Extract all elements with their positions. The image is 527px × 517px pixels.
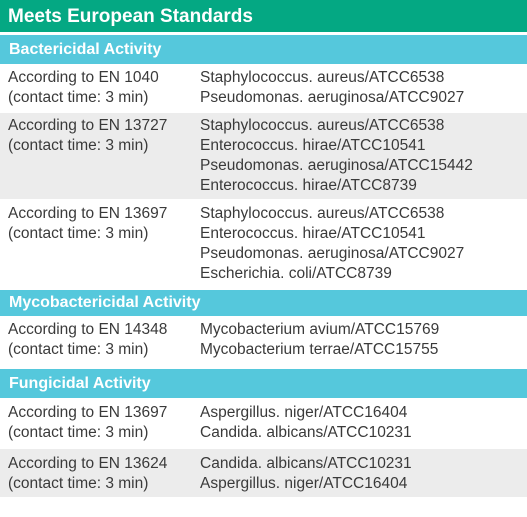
organism-item: Pseudomonas. aeruginosa/ATCC15442 (200, 157, 473, 174)
organism-item: Enterococcus. hirae/ATCC10541 (200, 137, 426, 154)
organism-item: Staphylococcus. aureus/ATCC6538 (200, 205, 445, 222)
organism-item: Staphylococcus. aureus/ATCC6538 (200, 117, 445, 134)
method-cell (0, 116, 200, 199)
table-row (0, 113, 527, 201)
method-cell (0, 403, 200, 447)
method-standard: According to EN 13697 (8, 404, 168, 421)
method-cell (0, 454, 200, 497)
method-standard: According to EN 1040 (8, 69, 159, 86)
method-standard: According to EN 13624 (8, 455, 168, 472)
method-cell (0, 204, 200, 287)
method-standard: According to EN 14348 (8, 321, 168, 338)
method-cell (0, 68, 200, 111)
organism-item: Escherichia. coli/ATCC8739 (200, 265, 392, 282)
organism-item: Aspergillus. niger/ATCC16404 (200, 404, 408, 421)
method-contact-time: (contact time: 3 min) (8, 137, 149, 154)
organism-item: Candida. albicans/ATCC10231 (200, 424, 412, 441)
organism-item: Enterococcus. hirae/ATCC8739 (200, 177, 417, 194)
organism-cell (200, 204, 527, 287)
method-contact-time: (contact time: 3 min) (8, 89, 149, 106)
section-header-mycobactericidal: Mycobactericidal Activity (0, 289, 527, 317)
organism-item: Pseudomonas. aeruginosa/ATCC9027 (200, 89, 465, 106)
organism-cell (200, 68, 527, 111)
table-row (0, 317, 527, 368)
organism-item: Mycobacterium avium/ATCC15769 (200, 321, 440, 338)
organism-item: Candida. albicans/ATCC10231 (200, 455, 412, 472)
table-row (0, 65, 527, 113)
page-title: Meets European Standards (0, 0, 527, 34)
table-row (0, 201, 527, 289)
section-header-fungicidal: Fungicidal Activity (0, 368, 527, 399)
organism-item: Staphylococcus. aureus/ATCC6538 (200, 69, 445, 86)
organism-item: Mycobacterium terrae/ATCC15755 (200, 341, 439, 358)
method-contact-time: (contact time: 3 min) (8, 475, 149, 492)
organism-item: Enterococcus. hirae/ATCC10541 (200, 225, 426, 242)
method-contact-time: (contact time: 3 min) (8, 341, 149, 358)
organism-item: Pseudomonas. aeruginosa/ATCC9027 (200, 245, 465, 262)
section-header-bactericidal: Bactericidal Activity (0, 34, 527, 65)
method-contact-time: (contact time: 3 min) (8, 424, 149, 441)
organism-cell (200, 116, 527, 199)
organism-item: Aspergillus. niger/ATCC16404 (200, 475, 408, 492)
organism-cell (200, 403, 527, 447)
method-standard: According to EN 13697 (8, 205, 168, 222)
table-row (0, 449, 527, 499)
method-standard: According to EN 13727 (8, 117, 168, 134)
method-contact-time: (contact time: 3 min) (8, 225, 149, 242)
organism-cell (200, 320, 527, 366)
organism-cell (200, 454, 527, 497)
method-cell (0, 320, 200, 366)
table-row (0, 399, 527, 449)
